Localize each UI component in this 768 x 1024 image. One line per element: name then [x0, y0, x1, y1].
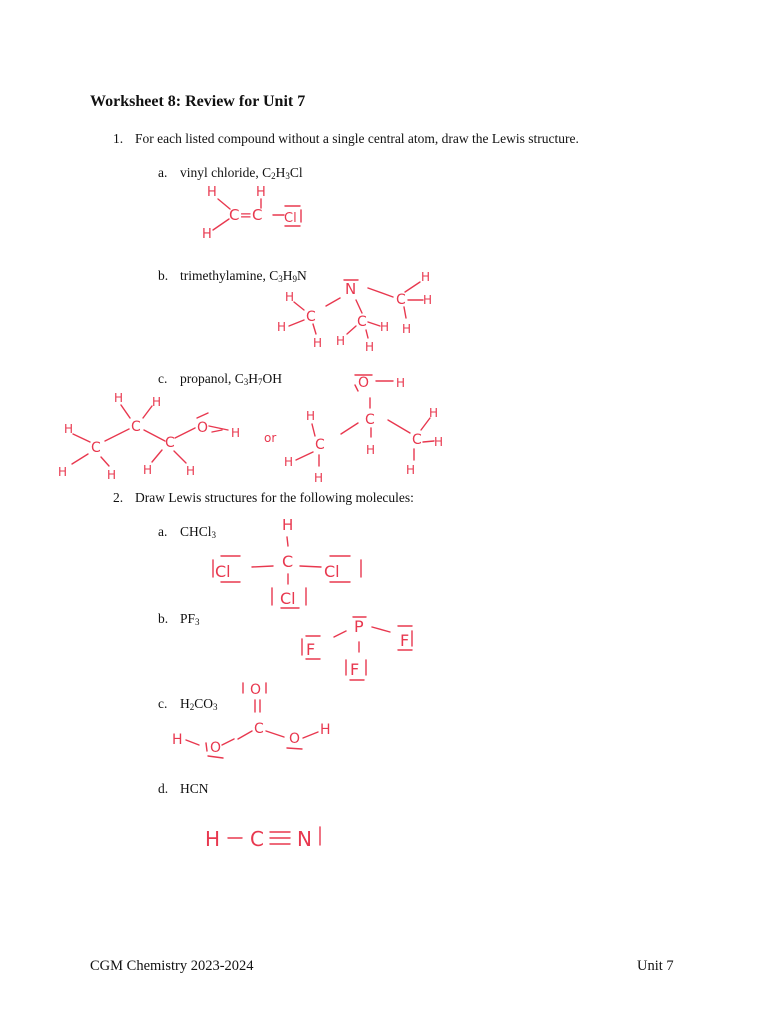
svg-text:C: C [91, 440, 101, 456]
svg-text:H: H [366, 443, 376, 457]
formula-subscript: 3 [195, 617, 200, 627]
svg-text:H: H [429, 406, 439, 420]
formula-part: PF [180, 611, 196, 626]
formula-subscript: 7 [258, 377, 263, 387]
q2-item-c [158, 696, 218, 712]
svg-text:O: O [210, 740, 222, 756]
svg-text:C: C [315, 437, 325, 453]
svg-text:N: N [297, 827, 312, 851]
question-2-number: 2. [113, 490, 124, 505]
formula-part: H [248, 371, 259, 386]
svg-text:H: H [282, 516, 294, 534]
svg-text:F: F [400, 631, 410, 650]
formula-part: HCN [180, 781, 209, 796]
svg-text:H: H [207, 185, 217, 200]
svg-text:H: H [434, 435, 444, 449]
svg-text:N: N [345, 280, 357, 298]
svg-text:C: C [396, 292, 406, 308]
formula-part: H [275, 165, 286, 180]
svg-text:Cl: Cl [215, 562, 231, 581]
compound-name: trimethylamine, [180, 268, 270, 283]
svg-text:H: H [172, 732, 183, 748]
svg-text:O: O [289, 731, 301, 747]
footer-course: CGM Chemistry 2023-2024 [90, 958, 254, 974]
svg-text:H: H [186, 464, 196, 478]
q1-item-a [158, 165, 303, 181]
question-1 [113, 131, 579, 147]
formula-part: CHCl [180, 524, 212, 539]
svg-text:H: H [306, 409, 316, 423]
h2co3-structure [172, 682, 331, 758]
or-label: or [264, 431, 277, 445]
compound-name: vinyl chloride, [180, 165, 263, 180]
svg-text:C: C [282, 552, 294, 571]
item-letter: a. [158, 165, 168, 180]
svg-text:H: H [406, 463, 416, 477]
question-1-text: For each listed compound without a single central atom, draw the Lewis structure. [135, 131, 579, 146]
formula-subscript: 9 [292, 274, 297, 284]
svg-text:H: H [396, 376, 406, 390]
formula-part: Cl [289, 165, 303, 180]
svg-text:H: H [423, 293, 433, 307]
svg-text:H: H [202, 227, 212, 242]
svg-text:C: C [365, 412, 375, 428]
svg-text:O: O [358, 375, 370, 391]
question-2 [113, 490, 414, 506]
svg-text:H: H [277, 320, 287, 334]
svg-text:H: H [231, 426, 241, 440]
item-letter: a. [158, 524, 168, 539]
formula-subscript: 2 [271, 171, 276, 181]
svg-text:H: H [58, 465, 68, 479]
svg-text:Cl: Cl [280, 589, 296, 608]
vinyl-chloride-structure [202, 185, 301, 242]
svg-text:H: H [314, 471, 324, 485]
svg-text:H: H [285, 290, 295, 304]
q2-item-a [158, 524, 216, 540]
question-2-text: Draw Lewis structures for the following molecules: [135, 490, 414, 505]
item-letter: d. [158, 781, 169, 796]
question-1-number: 1. [113, 131, 124, 146]
svg-text:H: H [284, 455, 294, 469]
footer-unit: Unit 7 [637, 958, 674, 974]
svg-text:H: H [365, 340, 375, 354]
formula-subscript: 3 [243, 377, 249, 387]
formula-subscript: 3 [213, 702, 218, 712]
formula-subscript: 3 [211, 530, 217, 540]
svg-text:H: H [256, 185, 266, 200]
svg-text:C: C [412, 432, 422, 448]
formula-part: CO [194, 696, 214, 711]
formula-part: C [269, 268, 279, 283]
svg-text:H: H [336, 334, 346, 348]
propanol-structure-2 [284, 375, 443, 485]
q1-item-b [158, 268, 307, 284]
svg-text:H: H [205, 827, 221, 851]
svg-text:Cl: Cl [284, 211, 297, 226]
item-letter: b. [158, 611, 169, 626]
svg-text:H: H [313, 336, 323, 350]
svg-text:C: C [306, 309, 316, 325]
svg-text:F: F [350, 660, 360, 679]
formula-part: H [282, 268, 293, 283]
svg-text:O: O [250, 682, 262, 698]
svg-text:C: C [254, 721, 264, 737]
formula-subscript: 3 [285, 171, 290, 181]
svg-text:F: F [306, 640, 316, 659]
svg-text:H: H [143, 463, 153, 477]
compound-name: propanol, [180, 371, 235, 386]
item-letter: c. [158, 371, 168, 386]
svg-text:H: H [402, 322, 412, 336]
q1-item-c [158, 371, 282, 387]
svg-text:Cl: Cl [324, 562, 340, 581]
formula-part: C [262, 165, 272, 180]
q2-item-b [158, 611, 200, 627]
svg-text:P: P [354, 617, 364, 636]
item-letter: b. [158, 268, 169, 283]
pf3-structure [302, 617, 412, 680]
q2-item-d [158, 781, 209, 797]
item-letter: c. [158, 696, 168, 711]
hcn-structure [205, 827, 320, 851]
formula-part: N [297, 268, 307, 283]
chcl3-structure [213, 516, 361, 608]
svg-text:H: H [380, 320, 390, 334]
svg-text:C: C [131, 419, 141, 435]
svg-text:C: C [250, 827, 264, 851]
svg-text:C: C [357, 314, 367, 330]
svg-text:C=C: C=C [229, 206, 263, 224]
formula-subscript: 2 [189, 702, 195, 712]
propanol-structure-1 [58, 391, 276, 482]
svg-text:H: H [320, 722, 331, 738]
formula-part: H [180, 696, 190, 711]
formula-subscript: 3 [278, 274, 283, 284]
svg-text:C: C [165, 435, 175, 451]
svg-text:H: H [152, 395, 162, 409]
formula-part: OH [262, 371, 283, 386]
svg-text:O: O [197, 420, 209, 436]
svg-text:H: H [421, 270, 431, 284]
formula-part: C [234, 371, 244, 386]
worksheet-title: Worksheet 8: Review for Unit 7 [90, 93, 306, 110]
svg-text:H: H [64, 422, 74, 436]
svg-text:H: H [107, 468, 117, 482]
svg-text:H: H [114, 391, 124, 405]
